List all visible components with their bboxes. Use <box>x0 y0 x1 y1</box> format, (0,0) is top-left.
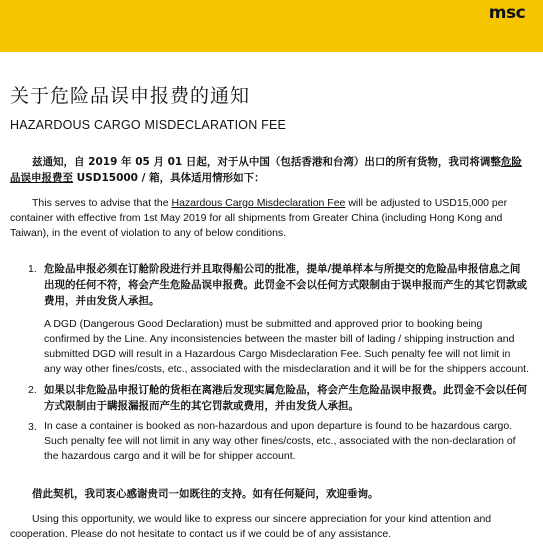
closing-chinese: 借此契机，我司衷心感谢贵司一如既往的支持。如有任何疑问，欢迎垂询。 <box>32 488 379 500</box>
brand-header-bar <box>0 0 543 52</box>
intro-en-fee-name: Hazardous Cargo Misdeclaration Fee <box>171 197 346 209</box>
item-english-text: In case a container is booked as non-hazardous and upon departure is found to be hazardous cargo. Such penalty fee will not limit in any way other fines/costs, etc., associated with the non-declaration of the hazardous cargo and it will be for shipper account. <box>44 420 516 462</box>
item-number: 3. <box>28 421 37 433</box>
item-english-text: A DGD (Dangerous Good Declaration) must be submitted and approved prior to booking being confirmed by the Line. Any inconsistencies between the master bill of lading / shipping instruction and submitted DGD will result in a Hazardous Cargo Misdeclaration Fee. Such penalty fee will not limit in any way other fines/costs, etc., associated with the misdeclaration and it will be for the shippers account. <box>44 318 529 375</box>
intro-cn-rate: USD15000 / 箱，具体适用情形如下： <box>73 172 265 184</box>
condition-item-1 <box>10 261 530 377</box>
title-english: HAZARDOUS CARGO MISDECLARATION FEE <box>10 118 287 132</box>
intro-english <box>10 196 530 241</box>
item-number: 1. <box>28 263 37 275</box>
closing-english: Using this opportunity, we would like to express our sincere appreciation for your kind attention and cooperation. Please do not hesitate to contact us if we could be of any assistance. <box>10 513 492 540</box>
intro-chinese <box>10 154 530 186</box>
title-chinese: 关于危险品误申报费的通知 <box>10 85 251 107</box>
page-bottom-edge <box>0 545 543 553</box>
msc-logo-line: msc <box>488 3 526 23</box>
conditions-list <box>10 261 530 464</box>
msc-logo <box>487 3 527 44</box>
item-chinese-text: 危险品申报必须在订舱阶段进行并且取得船公司的批准，提单/提单样本与所提交的危险品申报信息之间出现的任何不符，将会产生危险品误申报费。此罚金不会以任何方式限制由于误申报而产生的其它罚款或费用，并由发货人承担。 <box>44 263 527 307</box>
intro-cn-text: 兹通知，自 2019 年 05 月 01 日起，对于从中国（包括香港和台湾）出口的所有货物，我司将调整 <box>32 156 501 168</box>
item-number: 2. <box>28 384 37 396</box>
item-chinese-text: 如果以非危险品申报订舱的货柜在离港后发现实属危险品，将会产生危险品误申报费。此罚金不会以任何方式限制由于瞒报漏报而产生的其它罚款或费用，并由发货人承担。 <box>44 384 527 412</box>
msc-logo-text <box>487 3 527 23</box>
condition-item-3 <box>10 419 530 464</box>
document-body <box>10 84 530 542</box>
intro-en-text: This serves to advise that the <box>32 197 172 209</box>
condition-item-2 <box>10 382 530 414</box>
intro-cn-underlined: 危险品误申报费至 <box>10 156 522 184</box>
intro-en-details: will be adjusted to USD15,000 per container with effective from 1st May 2019 for all shipments from Greater China (including Hong Kong and Taiwan), in the event of violation to any of below conditions. <box>10 197 508 239</box>
